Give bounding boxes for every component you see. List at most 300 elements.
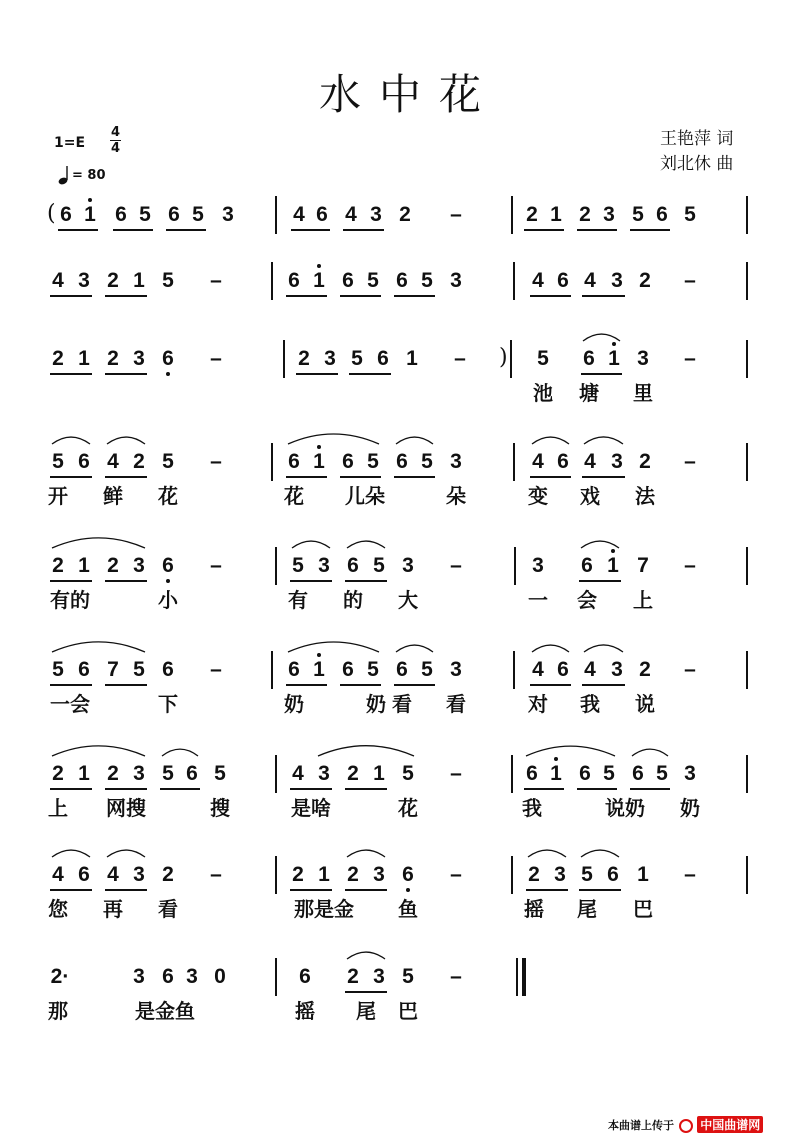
beam-underline xyxy=(340,295,381,297)
score-note: 5 xyxy=(421,269,433,292)
score-note: 6 xyxy=(396,450,408,473)
score-note: 4 xyxy=(293,203,305,226)
score-note: 6 xyxy=(288,450,300,473)
score-note: 2· xyxy=(50,965,70,988)
score-note: 5 xyxy=(603,762,615,785)
beam-underline xyxy=(394,295,435,297)
score-note: 1 xyxy=(78,554,90,577)
score-note: – xyxy=(450,554,462,577)
score-note: 6 xyxy=(186,762,198,785)
barline xyxy=(275,856,277,894)
score-note: 6 xyxy=(342,269,354,292)
slur xyxy=(347,850,385,857)
beam-underline xyxy=(524,229,564,231)
score-note: 1 xyxy=(373,762,385,785)
slur xyxy=(396,437,433,444)
lyric-text: 看 xyxy=(446,692,466,716)
score-note: – xyxy=(684,269,696,292)
score-note: 2 xyxy=(52,347,64,370)
barline xyxy=(746,755,748,793)
beam-underline xyxy=(530,476,571,478)
score-note: 5 xyxy=(139,203,151,226)
score-note: – xyxy=(684,450,696,473)
score-note: 3 xyxy=(637,347,649,370)
beam-underline xyxy=(105,889,147,891)
score-note: – xyxy=(210,347,222,370)
score-note: 4 xyxy=(107,863,119,886)
lyric-text: 一会 xyxy=(50,692,90,716)
beam-underline xyxy=(50,476,92,478)
lyric-text: 是金鱼 xyxy=(135,999,195,1023)
lyric-text: 法 xyxy=(635,484,655,508)
lyric-text: 下 xyxy=(158,692,178,716)
score-note: 3 xyxy=(133,965,145,988)
octave-dot xyxy=(554,757,558,761)
score-note: 3 xyxy=(450,450,462,473)
score-note: 6 xyxy=(288,658,300,681)
slur xyxy=(288,434,379,444)
score-note: 1 xyxy=(313,450,325,473)
score-note: 6 xyxy=(299,965,311,988)
beam-underline xyxy=(58,229,98,231)
score-note: 6 xyxy=(78,863,90,886)
score-note: 5 xyxy=(421,450,433,473)
barline xyxy=(746,262,748,300)
score-note: 3 xyxy=(684,762,696,785)
lyric-text: 再 xyxy=(103,897,123,921)
beam-underline xyxy=(105,476,147,478)
key-signature: 1=E xyxy=(54,135,86,151)
score-note: 4 xyxy=(292,762,304,785)
score-note: 5 xyxy=(292,554,304,577)
score-note: 5 xyxy=(402,965,414,988)
score-note: 4 xyxy=(532,658,544,681)
score-note: 4 xyxy=(584,450,596,473)
beam-underline xyxy=(113,229,153,231)
lyric-text: 看 xyxy=(392,692,412,716)
score-note: 3 xyxy=(532,554,544,577)
score-note: 4 xyxy=(52,269,64,292)
barline xyxy=(511,196,513,234)
score-note: 6 xyxy=(656,203,668,226)
score-note: 4 xyxy=(532,269,544,292)
score-note: 4 xyxy=(107,450,119,473)
beam-underline xyxy=(582,476,625,478)
score-note: 5 xyxy=(214,762,226,785)
score-note: 3 xyxy=(133,863,145,886)
beam-underline xyxy=(530,295,571,297)
barline xyxy=(511,755,513,793)
beam-underline xyxy=(290,788,332,790)
score-note: 5 xyxy=(52,658,64,681)
lyric-text: 开 xyxy=(48,484,68,508)
footer xyxy=(608,1114,763,1133)
octave-dot xyxy=(317,445,321,449)
score-note: 3 xyxy=(78,269,90,292)
score-note: 2 xyxy=(639,450,651,473)
lyric-text: 尾 xyxy=(577,897,597,921)
lyric-text: 说 xyxy=(635,692,655,716)
score-note: 6 xyxy=(607,863,619,886)
repeat-parenthesis: ) xyxy=(499,345,508,370)
score-note: 2 xyxy=(107,554,119,577)
score-note: 6 xyxy=(78,450,90,473)
beam-underline xyxy=(340,684,381,686)
score-note: 6 xyxy=(583,347,595,370)
barline xyxy=(283,340,285,378)
lyric-text: 小 xyxy=(158,588,178,612)
score-note: 1 xyxy=(550,203,562,226)
score-note: 3 xyxy=(133,762,145,785)
lyric-text: 变 xyxy=(528,484,548,508)
score-note: 4 xyxy=(532,450,544,473)
beam-underline xyxy=(345,889,387,891)
lyric-text: 会 xyxy=(577,588,597,612)
score-note: 1 xyxy=(78,762,90,785)
lyric-text: 戏 xyxy=(580,484,600,508)
score-note: 5 xyxy=(367,658,379,681)
barline xyxy=(746,547,748,585)
beam-underline xyxy=(579,580,621,582)
beam-underline xyxy=(160,788,200,790)
score-note: 3 xyxy=(318,554,330,577)
score-note: 2 xyxy=(52,762,64,785)
lyric-text: 对 xyxy=(528,692,548,716)
barline xyxy=(275,958,277,996)
slur xyxy=(107,850,145,857)
beam-underline xyxy=(582,295,625,297)
score-note: 5 xyxy=(133,658,145,681)
tempo-value: = 80 xyxy=(72,168,106,183)
score-note: 6 xyxy=(579,762,591,785)
barline xyxy=(513,443,515,481)
score-note: 6 xyxy=(316,203,328,226)
lyric-text: 网搜 xyxy=(106,796,146,820)
slur xyxy=(396,645,433,652)
score-note: 1 xyxy=(133,269,145,292)
score-note: – xyxy=(210,269,222,292)
octave-dot xyxy=(166,372,170,376)
slur xyxy=(52,437,90,444)
score-note: 1 xyxy=(313,658,325,681)
octave-dot xyxy=(406,888,410,892)
lyric-text: 是啥 xyxy=(291,796,331,820)
score-note: 6 xyxy=(557,269,569,292)
score-note: 5 xyxy=(684,203,696,226)
score-note: 1 xyxy=(550,762,562,785)
barline xyxy=(275,196,277,234)
octave-dot xyxy=(611,549,615,553)
score-note: 2 xyxy=(107,762,119,785)
lyric-text: 鱼 xyxy=(398,897,418,921)
lyric-text: 奶 xyxy=(680,796,700,820)
beam-underline xyxy=(577,788,617,790)
score-note: 3 xyxy=(611,269,623,292)
octave-dot xyxy=(317,653,321,657)
beam-underline xyxy=(50,788,92,790)
barline xyxy=(514,547,516,585)
score-note: 3 xyxy=(222,203,234,226)
slur xyxy=(632,749,668,756)
score-note: 6 xyxy=(168,203,180,226)
beam-underline xyxy=(530,684,571,686)
footer-text: 本曲谱上传于 xyxy=(608,1119,674,1132)
score-note: 3 xyxy=(611,450,623,473)
beam-underline xyxy=(343,229,384,231)
score-note: 5 xyxy=(162,762,174,785)
score-note: 2 xyxy=(347,863,359,886)
score-note: 6 xyxy=(162,658,174,681)
barline xyxy=(746,443,748,481)
time-signature-bottom: 4 xyxy=(111,141,121,156)
score-note: 5 xyxy=(373,554,385,577)
lyric-text: 大 xyxy=(398,588,418,612)
octave-dot xyxy=(612,342,616,346)
beam-underline xyxy=(166,229,206,231)
score-note: 1 xyxy=(608,347,620,370)
song-title: 水中花 xyxy=(318,70,499,119)
site-logo-text: 中国曲谱网 xyxy=(697,1116,763,1133)
beam-underline xyxy=(105,580,147,582)
score-note: 3 xyxy=(318,762,330,785)
score-note: 6 xyxy=(78,658,90,681)
beam-underline xyxy=(105,788,147,790)
beam-underline xyxy=(286,295,327,297)
score-note: 6 xyxy=(526,762,538,785)
slur xyxy=(162,749,198,756)
beam-underline xyxy=(630,788,670,790)
lyric-text: 说奶 xyxy=(605,796,645,820)
lyric-text: 您 xyxy=(48,897,68,921)
barline xyxy=(746,651,748,689)
score-note: 3 xyxy=(450,269,462,292)
slur xyxy=(581,850,619,857)
lyric-text: 摇 xyxy=(524,897,544,921)
beam-underline xyxy=(524,788,564,790)
barline xyxy=(511,856,513,894)
slur xyxy=(52,850,90,857)
score-note: 1 xyxy=(84,203,96,226)
score-note: – xyxy=(684,863,696,886)
slur xyxy=(318,746,414,756)
slur xyxy=(528,850,566,857)
lyric-text: 我 xyxy=(522,796,542,820)
slur xyxy=(292,541,330,548)
octave-dot xyxy=(317,264,321,268)
lyric-text: 池 xyxy=(533,381,553,405)
beam-underline xyxy=(290,889,332,891)
beam-underline xyxy=(630,229,670,231)
barline xyxy=(746,340,748,378)
score-note: 3 xyxy=(373,965,385,988)
beam-underline xyxy=(50,580,92,582)
slur xyxy=(581,541,619,548)
score-note: 4 xyxy=(584,269,596,292)
barline xyxy=(513,651,515,689)
slur xyxy=(347,541,385,548)
final-barline xyxy=(522,958,526,996)
beam-underline xyxy=(349,373,391,375)
barline xyxy=(275,755,277,793)
beam-underline xyxy=(286,684,327,686)
lyricist-credit: 王艳萍 词 xyxy=(660,129,734,149)
slur xyxy=(584,645,623,652)
lyric-text: 有的 xyxy=(50,588,90,612)
score-note: 0 xyxy=(214,965,226,988)
score-note: – xyxy=(684,554,696,577)
score-note: 3 xyxy=(611,658,623,681)
score-note: 6 xyxy=(115,203,127,226)
score-note: 1 xyxy=(607,554,619,577)
score-note: 1 xyxy=(406,347,418,370)
beam-underline xyxy=(105,373,147,375)
score-note: 5 xyxy=(537,347,549,370)
octave-dot xyxy=(88,198,92,202)
barline xyxy=(271,651,273,689)
slur xyxy=(584,437,623,444)
score-note: 5 xyxy=(421,658,433,681)
score-note: 3 xyxy=(373,863,385,886)
score-note: 5 xyxy=(367,269,379,292)
score-note: 2 xyxy=(133,450,145,473)
beam-underline xyxy=(296,373,338,375)
score-note: 6 xyxy=(581,554,593,577)
score-note: 2 xyxy=(399,203,411,226)
score-note: 5 xyxy=(192,203,204,226)
score-note: 6 xyxy=(342,450,354,473)
score-note: 5 xyxy=(52,450,64,473)
score-note: 6 xyxy=(347,554,359,577)
lyric-text: 花 xyxy=(158,484,178,508)
score-note: 3 xyxy=(186,965,198,988)
slur xyxy=(52,642,145,652)
score-note: 6 xyxy=(402,863,414,886)
barline xyxy=(746,856,748,894)
score-note: 5 xyxy=(367,450,379,473)
score-note: 5 xyxy=(162,450,174,473)
score-note: 2 xyxy=(162,863,174,886)
score-note: – xyxy=(210,554,222,577)
score-note: 2 xyxy=(52,554,64,577)
score-note: 7 xyxy=(637,554,649,577)
barline xyxy=(271,262,273,300)
beam-underline xyxy=(291,229,330,231)
score-note: 4 xyxy=(584,658,596,681)
beam-underline xyxy=(286,476,327,478)
score-note: 4 xyxy=(345,203,357,226)
score-note: 5 xyxy=(162,269,174,292)
score-note: 6 xyxy=(60,203,72,226)
lyric-text: 朵 xyxy=(446,484,466,508)
barline xyxy=(746,196,748,234)
score-note: 1 xyxy=(318,863,330,886)
beam-underline xyxy=(526,889,568,891)
score-note: 2 xyxy=(347,762,359,785)
score-note: 5 xyxy=(402,762,414,785)
score-note: 7 xyxy=(107,658,119,681)
score-note: 5 xyxy=(351,347,363,370)
score-note: 2 xyxy=(107,347,119,370)
lyric-text: 那 xyxy=(48,999,68,1023)
score-note: 3 xyxy=(402,554,414,577)
beam-underline xyxy=(105,684,147,686)
lyric-text: 尾 xyxy=(356,999,376,1023)
score-note: 5 xyxy=(656,762,668,785)
beam-underline xyxy=(50,684,92,686)
lyric-text: 上 xyxy=(48,796,68,820)
slur xyxy=(288,642,379,652)
lyric-text: 巴 xyxy=(633,897,653,921)
score-note: 6 xyxy=(557,658,569,681)
score-note: 6 xyxy=(557,450,569,473)
composer-credit: 刘北休 曲 xyxy=(660,154,734,174)
score-note: – xyxy=(450,203,462,226)
repeat-parenthesis: ( xyxy=(47,201,56,226)
score-note: 2 xyxy=(347,965,359,988)
score-note: – xyxy=(450,762,462,785)
lyric-text: 搜 xyxy=(210,796,230,820)
barline xyxy=(271,443,273,481)
score-note: 3 xyxy=(133,554,145,577)
beam-underline xyxy=(345,580,387,582)
score-note: 3 xyxy=(554,863,566,886)
score-note: 2 xyxy=(579,203,591,226)
slur xyxy=(52,746,145,756)
score-note: 2 xyxy=(639,658,651,681)
slur xyxy=(52,538,145,548)
lyric-text: 看 xyxy=(158,897,178,921)
score-note: 3 xyxy=(370,203,382,226)
time-signature-top: 4 xyxy=(111,125,121,140)
beam-underline xyxy=(105,295,147,297)
score-note: – xyxy=(450,965,462,988)
score-note: 2 xyxy=(292,863,304,886)
score-note: 6 xyxy=(288,269,300,292)
score-note: 2 xyxy=(298,347,310,370)
barline xyxy=(275,547,277,585)
score-note: 2 xyxy=(526,203,538,226)
beam-underline xyxy=(345,788,387,790)
score-note: – xyxy=(210,658,222,681)
beam-underline xyxy=(577,229,617,231)
score-note: 3 xyxy=(133,347,145,370)
lyric-text: 巴 xyxy=(398,999,418,1023)
lyric-text: 上 xyxy=(633,588,653,612)
beam-underline xyxy=(340,476,381,478)
score-note: 6 xyxy=(632,762,644,785)
barline xyxy=(510,340,512,378)
score-note: – xyxy=(454,347,466,370)
lyric-text: 鲜 xyxy=(103,484,123,508)
beam-underline xyxy=(394,684,435,686)
score-note: 3 xyxy=(450,658,462,681)
lyric-text: 花 xyxy=(284,484,304,508)
score-note: 5 xyxy=(581,863,593,886)
score-note: 1 xyxy=(313,269,325,292)
score-note: 6 xyxy=(377,347,389,370)
lyric-text: 那是金 xyxy=(294,897,354,921)
slur xyxy=(526,746,615,756)
score-note: – xyxy=(210,863,222,886)
lyric-text: 奶 xyxy=(366,692,386,716)
beam-underline xyxy=(50,295,92,297)
score-note: – xyxy=(210,450,222,473)
score-note: – xyxy=(684,658,696,681)
score-note: 6 xyxy=(162,965,174,988)
score-note: 2 xyxy=(639,269,651,292)
lyric-text: 花 xyxy=(398,796,418,820)
final-barline xyxy=(516,958,518,996)
